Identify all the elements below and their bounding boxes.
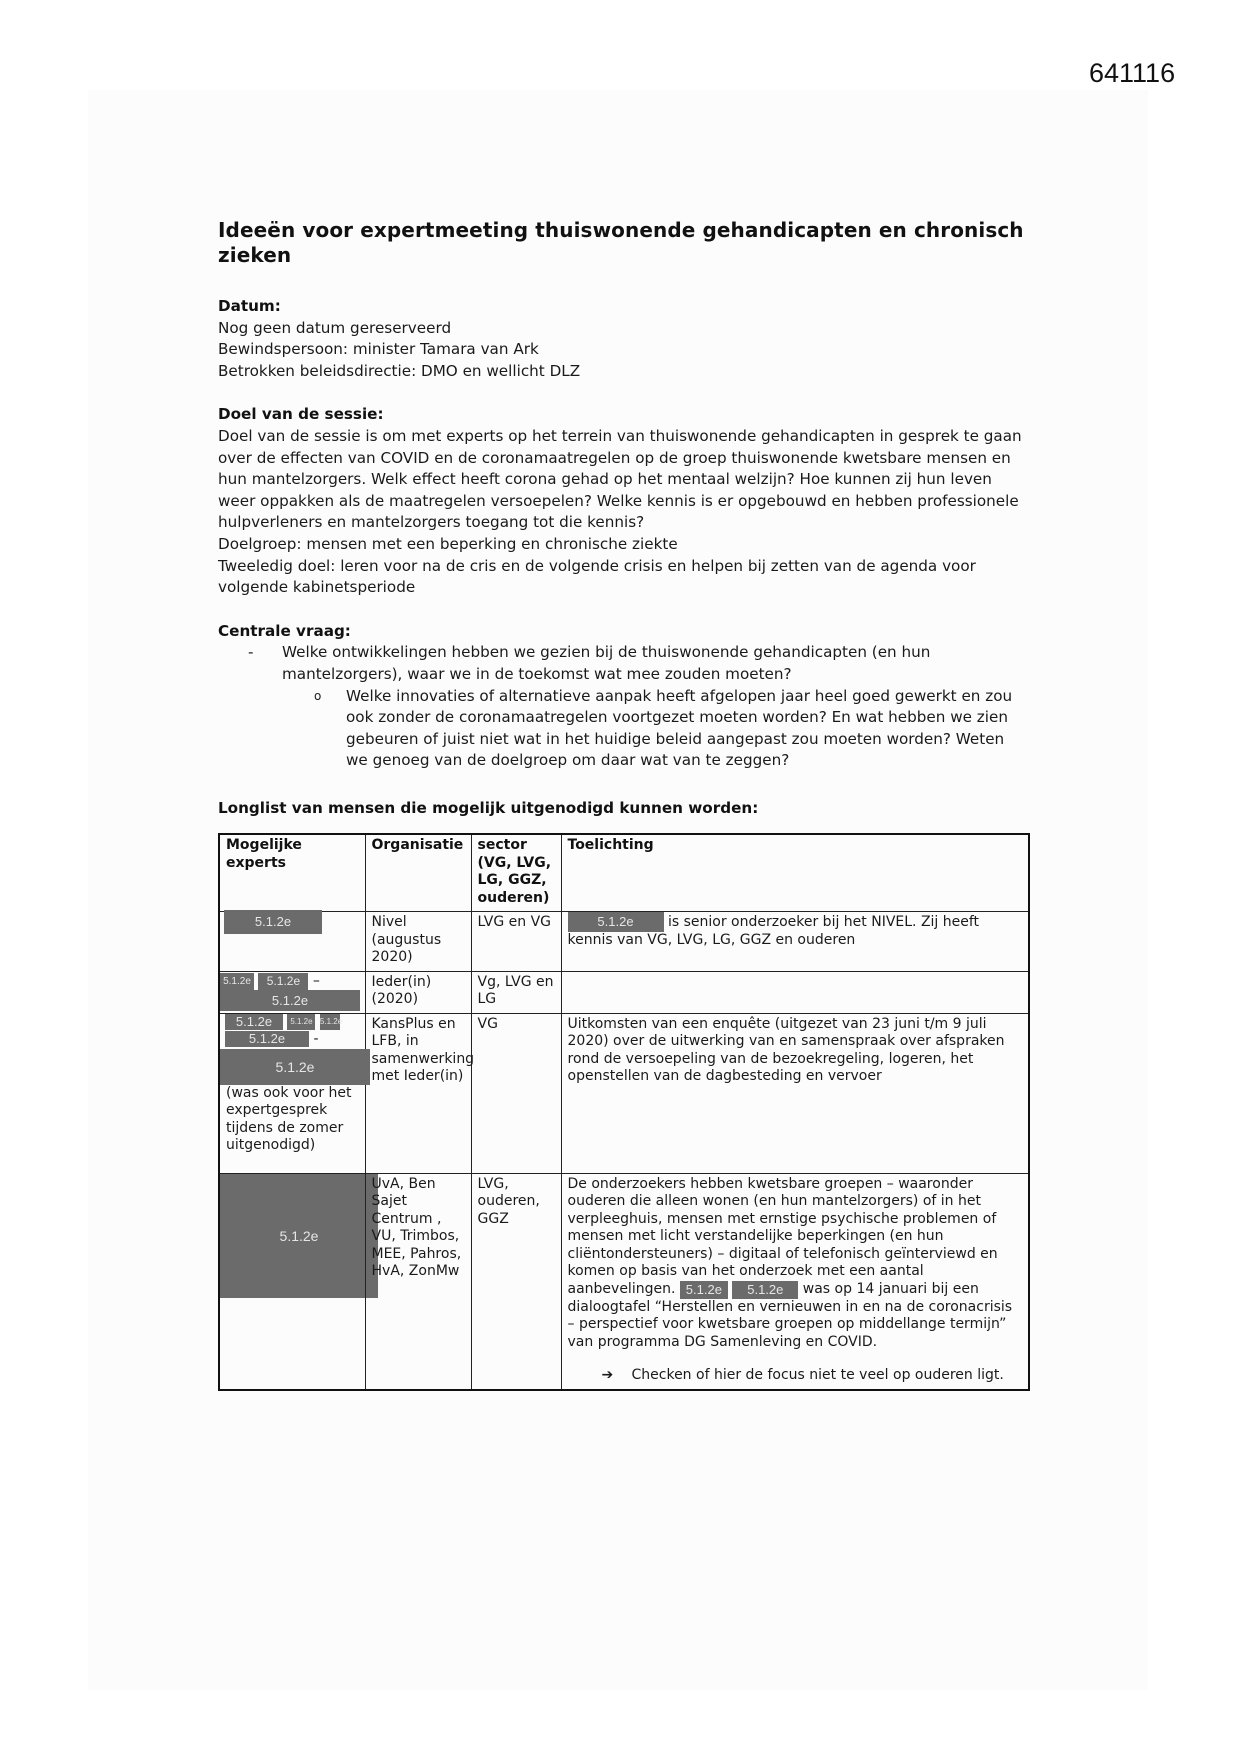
- list-item: [218, 642, 1028, 685]
- dash-bullet-icon: -: [248, 643, 254, 662]
- sector-cell: LVG en VG: [471, 912, 561, 972]
- experts-cell: [219, 971, 365, 1013]
- experts-cell: [219, 1013, 365, 1173]
- redaction-block: 5.1.2e: [220, 990, 360, 1011]
- redaction-block: 5.1.2e: [320, 1014, 340, 1030]
- column-header-sector: sector (VG, LVG, LG, GGZ, ouderen): [471, 834, 561, 912]
- doel-paragraph: Doel van de sessie is om met experts op het terrein van thuiswonende gehandicapten in gesprek te gaan over de effecten van COVID en de coronamaatregelen op de groep thuiswonende kwetsbare mensen en hun mantelzorgers. Welk effect heeft corona gehad op het mentaal welzijn? Hoe kunnen zij hun leven weer oppakken als de maatregelen versoepelen? Welke kennis is er opgebouwd en hebben professionele hulpverleners en mantelzorgers toegang tot die kennis?: [218, 426, 1022, 532]
- redaction-block: 5.1.2e: [220, 973, 254, 990]
- beleidsdirectie-line: Betrokken beleidsdirectie: DMO en wellicht DLZ: [218, 361, 581, 380]
- action-note-text: Checken of hier de focus niet te veel op ouderen ligt.: [631, 1367, 1004, 1384]
- document-title: Ideeën voor expertmeeting thuiswonende gehandicapten en chronisch zieken: [218, 218, 1024, 267]
- organisatie-cell: Ieder(in) (2020): [365, 971, 471, 1013]
- doel-heading: Doel van de sessie:: [218, 405, 384, 424]
- centrale-vraag-heading: Centrale vraag:: [218, 621, 351, 640]
- datum-section: [218, 296, 1028, 382]
- column-header-toelichting: Toelichting: [561, 834, 1029, 912]
- redaction-block: 5.1.2e: [258, 973, 308, 990]
- redaction-block: 5.1.2e: [680, 1281, 728, 1299]
- sub-bullet-text: Welke innovaties of alternatieve aanpak heeft afgelopen jaar heel goed gewerkt en zou ook zonder de coronamaatregelen voortgezet moeten worden? En wat hebben we zien gebeuren of juist niet wat in het huidige beleid aangepast zou moeten worden? Weten we genoeg van de doelgroep om daar wat van te zeggen?: [346, 686, 1013, 770]
- table-row: [219, 1013, 1029, 1173]
- arrow-right-icon: ➔: [601, 1367, 614, 1384]
- table-row: [219, 912, 1029, 972]
- toelichting-cell: Uitkomsten van een enquête (uitgezet van 23 juni t/m 9 juli 2020) over de uitwerking van en samenspraak over afspraken rond de versoepeling van de bezoekregeling, logeren, het openstellen van de dagbesteding en vervoer: [561, 1013, 1029, 1173]
- table-header-row: [219, 834, 1029, 912]
- experts-note: (was ook voor het expertgesprek tijdens de zomer uitgenodigd): [226, 1084, 352, 1154]
- toelichting-cell: [561, 1173, 1029, 1390]
- toelichting-text-2: was op 14 januari bij een dialoogtafel “Herstellen en vernieuwen in en na de coronacrisis – perspectief voor kwetsbare groepen op middellange termijn” van programma DG Samenleving en COVID.: [567, 1280, 1013, 1350]
- organisatie-cell: UvA, Ben Sajet Centrum , VU, Trimbos, MEE, Pahros, HvA, ZonMw: [365, 1173, 471, 1390]
- redaction-block: 5.1.2e: [220, 1174, 378, 1298]
- redaction-block: 5.1.2e: [568, 912, 664, 932]
- datum-heading: Datum:: [218, 297, 281, 315]
- sub-list-item: [218, 686, 1028, 772]
- separator-text: -: [313, 1031, 319, 1048]
- redaction-block: 5.1.2e: [732, 1281, 798, 1299]
- table-row: [219, 1173, 1029, 1390]
- longlist-table: [218, 833, 1030, 1391]
- longlist-heading: Longlist van mensen die mogelijk uitgenodigd kunnen worden:: [218, 798, 759, 817]
- doel-section: [218, 404, 1028, 598]
- centrale-vraag-list: [218, 642, 1028, 772]
- redaction-block: 5.1.2e: [220, 1049, 370, 1085]
- experts-cell: [219, 1173, 365, 1390]
- separator-text: –: [312, 972, 320, 989]
- organisatie-cell: Nivel (augustus 2020): [365, 912, 471, 972]
- organisatie-cell: KansPlus en LFB, in samenwerking met Ieder(in): [365, 1013, 471, 1173]
- toelichting-cell: [561, 912, 1029, 972]
- bewindspersoon-line: Bewindspersoon: minister Tamara van Ark: [218, 340, 539, 359]
- column-header-experts: Mogelijke experts: [219, 834, 365, 912]
- redaction-block: 5.1.2e: [225, 1031, 309, 1047]
- toelichting-cell: [561, 971, 1029, 1013]
- tweeledig-doel-line: Tweeledig doel: leren voor na de cris en de volgende crisis en helpen bij zetten van de agenda voor volgende kabinetsperiode: [218, 556, 976, 597]
- toelichting-text: De onderzoekers hebben kwetsbare groepen – waaronder ouderen die alleen wonen (en hun mantelzorgers) of in het verpleeghuis, mensen met ernstige psychische problemen of mensen met licht verstandelijke beperkingen (en hun cliëntondersteuners) – digitaal of telefonisch geïnterviewd en komen op basis van het onderzoek met een aantal aanbevelingen.: [567, 1175, 998, 1297]
- doelgroep-line: Doelgroep: mensen met een beperking en chronische ziekte: [218, 534, 678, 553]
- document-id: 641116: [1089, 58, 1176, 88]
- redaction-block: 5.1.2e: [224, 910, 322, 934]
- sector-cell: Vg, LVG en LG: [471, 971, 561, 1013]
- sector-cell: LVG, ouderen, GGZ: [471, 1173, 561, 1390]
- bullet-text: Welke ontwikkelingen hebben we gezien bij de thuiswonende gehandicapten (en hun mantelzorgers), waar we in de toekomst wat mee zouden moeten?: [282, 643, 931, 683]
- centrale-vraag-section: [218, 621, 1028, 772]
- experts-cell: [219, 912, 365, 972]
- toelichting-text: is senior onderzoeker bij het NIVEL. Zij heeft kennis van VG, LVG, LG, GGZ en ouderen: [567, 914, 980, 949]
- document-body: [218, 218, 1028, 1391]
- datum-line: Nog geen datum gereserveerd: [218, 318, 452, 337]
- sector-cell: VG: [471, 1013, 561, 1173]
- action-note: [568, 1367, 1023, 1385]
- table-row: [219, 971, 1029, 1013]
- redaction-block: 5.1.2e: [287, 1014, 315, 1030]
- circle-bullet-icon: o: [314, 688, 322, 703]
- column-header-organisatie: Organisatie: [365, 834, 471, 912]
- redaction-block: 5.1.2e: [225, 1014, 283, 1030]
